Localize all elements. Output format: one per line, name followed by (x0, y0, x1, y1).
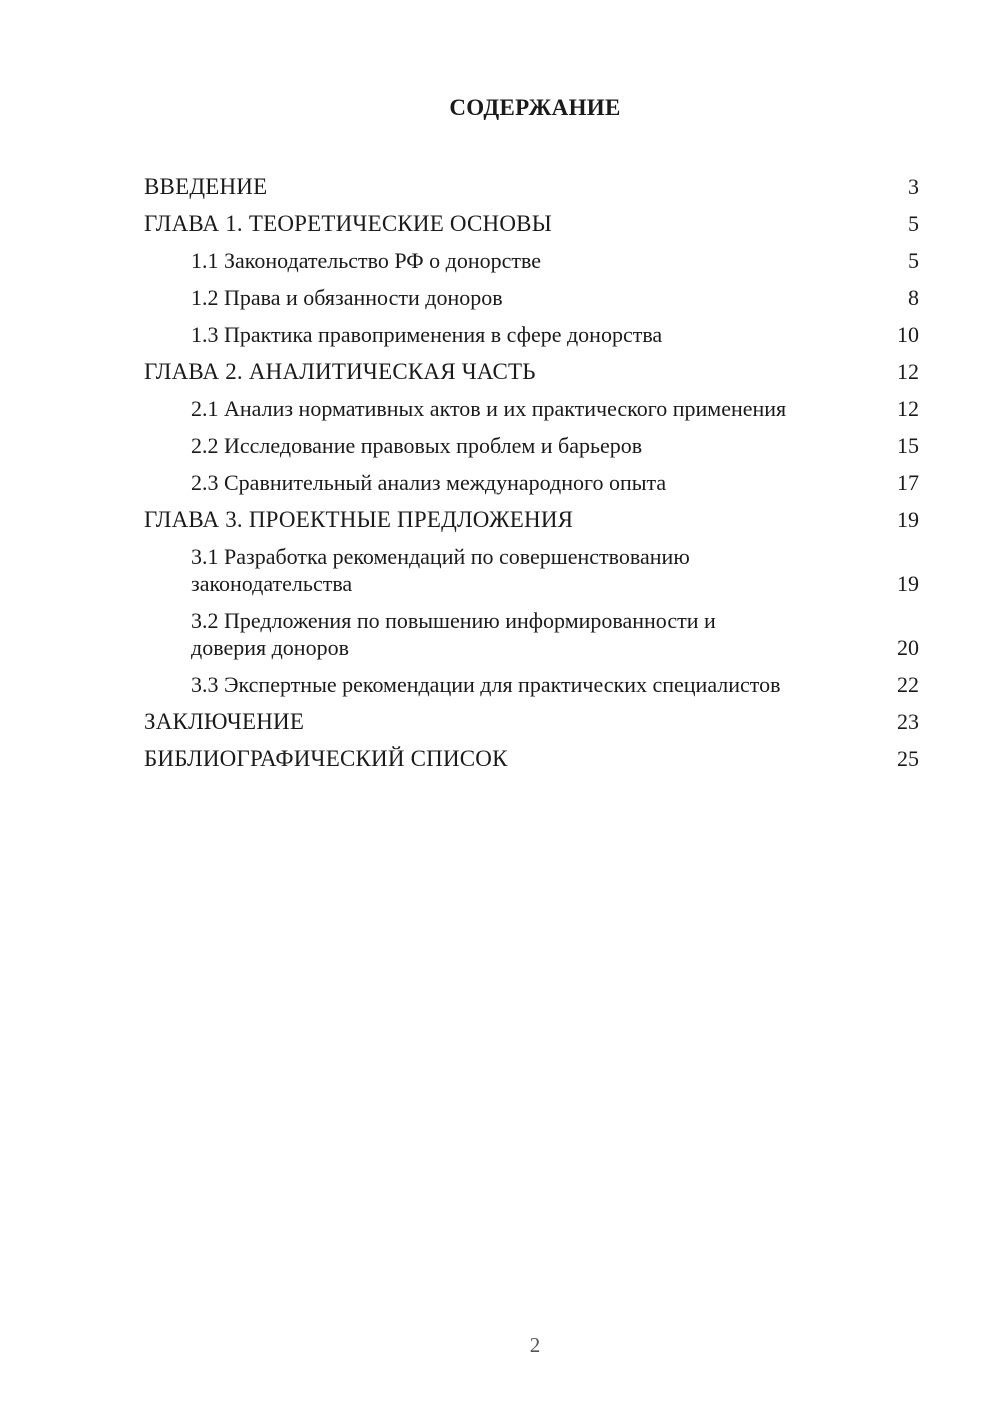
toc-entry-page: 25 (897, 746, 919, 771)
toc-entry-page: 5 (908, 211, 919, 236)
toc-entry-page: 20 (897, 635, 919, 660)
toc-entry-text: 2.2 Исследование правовых проблем и барьеров (191, 433, 643, 458)
toc-entry-section-2-1[interactable] (144, 390, 919, 427)
toc-entry-page: 5 (908, 248, 919, 273)
toc-entry-text: 1.2 Права и обязанности доноров (191, 285, 503, 310)
toc-entry-text: 1.3 Практика правоприменения в сфере донорства (191, 322, 663, 347)
toc-entry-text: 3.3 Экспертные рекомендации для практических специалистов (191, 672, 781, 697)
toc-entry-page: 22 (897, 672, 919, 697)
toc-entry-text: 1.1 Законодательство РФ о донорстве (191, 248, 542, 273)
toc-entry-page: 23 (897, 709, 919, 734)
page-title: СОДЕРЖАНИЕ (449, 95, 621, 120)
toc-entry-conclusion[interactable] (144, 703, 919, 740)
table-of-contents (144, 168, 919, 777)
toc-entry-bibliography[interactable] (144, 740, 919, 777)
toc-entry-text: ЗАКЛЮЧЕНИЕ (144, 709, 305, 734)
toc-entry-section-3-2[interactable] (144, 602, 919, 666)
toc-entry-introduction[interactable] (144, 168, 919, 205)
toc-entry-text: ГЛАВА 2. АНАЛИТИЧЕСКАЯ ЧАСТЬ (144, 359, 536, 384)
toc-entry-text: ВВЕДЕНИЕ (144, 174, 268, 199)
toc-entry-text: ГЛАВА 1. ТЕОРЕТИЧЕСКИЕ ОСНОВЫ (144, 211, 552, 236)
toc-entry-page: 8 (908, 285, 919, 310)
toc-entry-page: 12 (897, 359, 919, 384)
toc-entry-section-2-2[interactable] (144, 427, 919, 464)
toc-entry-text: ГЛАВА 3. ПРОЕКТНЫЕ ПРЕДЛОЖЕНИЯ (144, 507, 574, 532)
toc-entry-section-2-3[interactable] (144, 464, 919, 501)
toc-entry-section-1-1[interactable] (144, 242, 919, 279)
toc-entry-chapter-1[interactable] (144, 205, 919, 242)
toc-entry-page: 10 (897, 322, 919, 347)
page-number: 2 (529, 1333, 541, 1357)
toc-entry-section-3-3[interactable] (144, 666, 919, 703)
toc-entry-page: 3 (908, 174, 919, 199)
toc-entry-text: 2.1 Анализ нормативных актов и их практического применения (191, 396, 787, 421)
toc-entry-chapter-3[interactable] (144, 501, 919, 538)
toc-entry-page: 19 (897, 507, 919, 532)
toc-entry-page: 19 (897, 571, 919, 596)
toc-entry-page: 12 (897, 396, 919, 421)
toc-entry-text: 2.3 Сравнительный анализ международного опыта (191, 470, 667, 495)
toc-entry-section-1-2[interactable] (144, 279, 919, 316)
toc-entry-text: БИБЛИОГРАФИЧЕСКИЙ СПИСОК (144, 746, 508, 771)
toc-entry-page: 15 (897, 433, 919, 458)
toc-entry-text: 3.1 Разработка рекомендаций по совершенствованию законодательства (191, 544, 690, 596)
toc-entry-chapter-2[interactable] (144, 353, 919, 390)
toc-entry-section-3-1[interactable] (144, 538, 919, 602)
toc-entry-section-1-3[interactable] (144, 316, 919, 353)
toc-entry-page: 17 (897, 470, 919, 495)
toc-entry-text: 3.2 Предложения по повышению информированности и доверия доноров (191, 608, 716, 660)
